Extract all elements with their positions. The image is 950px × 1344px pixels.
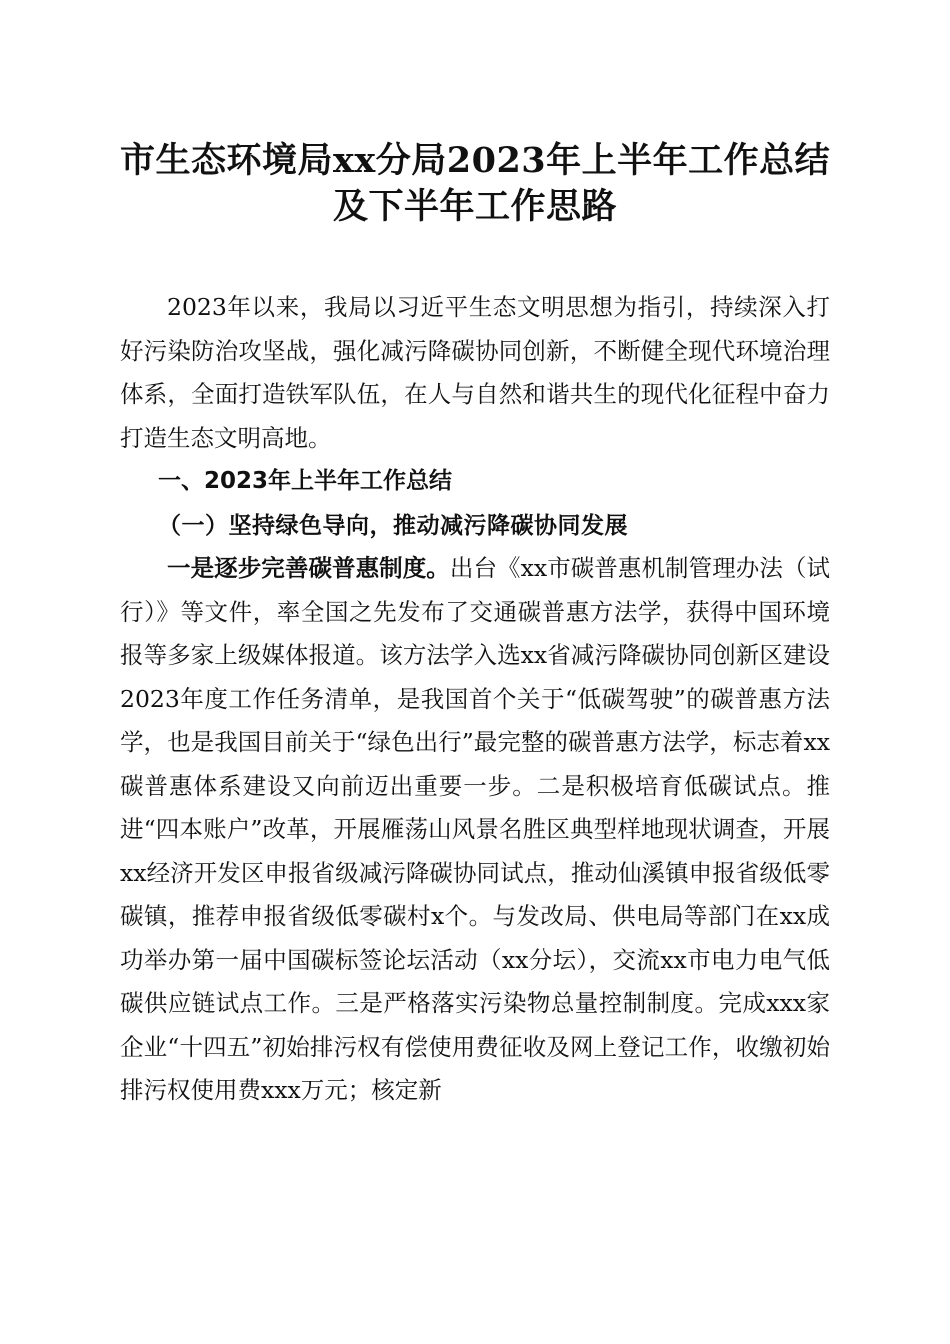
- section-heading: 一、2023年上半年工作总结: [158, 468, 453, 494]
- paragraph-body: 出台《xx市碳普惠机制管理办法（试行）》等文件，率全国之先发布了交通碳普惠方法学，获得中国环境报等多家上级媒体报道。该方法学入选xx省减污降碳协同创新区建设2023年度工作任务清单，是我国首个关于“低碳驾驶”的碳普惠方法学，也是我国目前关于“绿色出行”最完整的碳普惠方法学，标志着xx碳普惠体系建设又向前迈出重要一步。二是积极培育低碳试点。推进“四本账户”改革，开展雁荡山风景名胜区典型样地现状调查，开展xx经济开发区申报省级减污降碳协同试点，推动仙溪镇申报省级低零碳镇，推荐申报省级低零碳村x个。与发改局、供电局等部门在xx成功举办第一届中国碳标签论坛活动（xx分坛），交流xx市电力电气低碳供应链试点工作。三是严格落实污染物总量控制制度。完成xxx家企业“十四五”初始排污权有偿使用费征收及网上登记工作，收缴初始排污权使用费xxx万元；核定新: [120, 554, 830, 1104]
- body-paragraph: [120, 547, 830, 1113]
- title-line-1: 市生态环境局xx分局2023年上半年工作总结: [120, 140, 831, 181]
- document-title: [120, 138, 830, 230]
- intro-paragraph: 2023年以来，我局以习近平生态文明思想为指引，持续深入打好污染防治攻坚战，强化减污降碳协同创新，不断健全现代环境治理体系，全面打造铁军队伍，在人与自然和谐共生的现代化征程中奋力打造生态文明高地。: [120, 293, 830, 452]
- subsection-heading: （一）坚持绿色导向，推动减污降碳协同发展: [158, 511, 628, 539]
- title-line-2: 及下半年工作思路: [332, 186, 617, 227]
- document-body: [120, 286, 830, 1113]
- paragraph-lead: 一是逐步完善碳普惠制度。: [167, 554, 450, 582]
